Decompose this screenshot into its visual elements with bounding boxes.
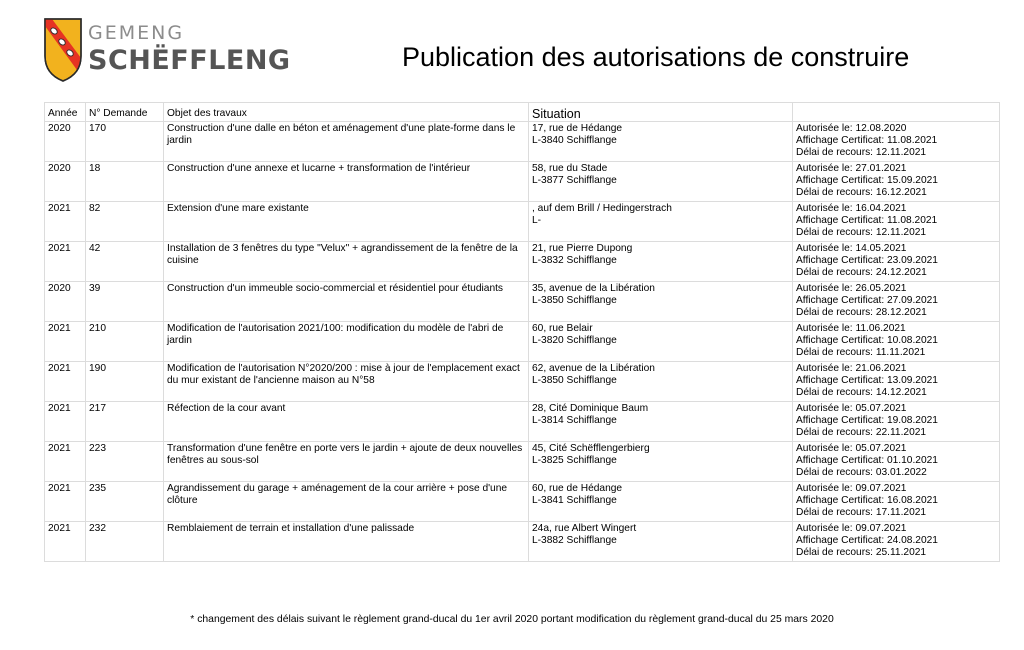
cell-numero: 170 xyxy=(86,122,164,162)
municipality-logo xyxy=(44,18,291,82)
table-row xyxy=(45,522,1000,562)
cell-statut xyxy=(793,442,1000,482)
cell-statut xyxy=(793,282,1000,322)
table-row xyxy=(45,202,1000,242)
column-header-annee: Année xyxy=(45,103,86,122)
cell-numero: 39 xyxy=(86,282,164,322)
cell-numero: 223 xyxy=(86,442,164,482)
table-row xyxy=(45,122,1000,162)
cell-situation xyxy=(529,202,793,242)
status-line: Affichage Certificat: 13.09.2021 xyxy=(796,375,938,386)
cell-statut xyxy=(793,402,1000,442)
cell-numero: 82 xyxy=(86,202,164,242)
status-line: Autorisée le: 14.05.2021 xyxy=(796,243,907,254)
situation-line: L-3882 Schifflange xyxy=(532,535,617,546)
cell-statut xyxy=(793,522,1000,562)
status-line: Délai de recours: 12.11.2021 xyxy=(796,147,927,158)
status-line: Affichage Certificat: 16.08.2021 xyxy=(796,495,938,506)
column-header-numero: N° Demande xyxy=(86,103,164,122)
cell-numero: 217 xyxy=(86,402,164,442)
status-line: Affichage Certificat: 24.08.2021 xyxy=(796,535,938,546)
situation-line: L-3877 Schifflange xyxy=(532,175,617,186)
situation-line: L-3820 Schifflange xyxy=(532,335,617,346)
status-line: Autorisée le: 09.07.2021 xyxy=(796,483,907,494)
cell-annee: 2021 xyxy=(45,442,86,482)
cell-objet: Installation de 3 fenêtres du type "Velux" + agrandissement de la fenêtre de la cuisine xyxy=(164,242,529,282)
cell-objet: Remblaiement de terrain et installation d'une palissade xyxy=(164,522,529,562)
status-line: Affichage Certificat: 19.08.2021 xyxy=(796,415,938,426)
cell-situation xyxy=(529,322,793,362)
situation-line: L- xyxy=(532,215,542,226)
cell-objet: Transformation d'une fenêtre en porte vers le jardin + ajoute de deux nouvelles fenêtres au sous-sol xyxy=(164,442,529,482)
cell-numero: 190 xyxy=(86,362,164,402)
cell-situation xyxy=(529,522,793,562)
status-line: Autorisée le: 12.08.2020 xyxy=(796,123,907,134)
cell-situation xyxy=(529,242,793,282)
situation-line: 35, avenue de la Libération xyxy=(532,283,655,294)
cell-annee: 2021 xyxy=(45,322,86,362)
cell-numero: 18 xyxy=(86,162,164,202)
cell-statut xyxy=(793,202,1000,242)
situation-line: L-3814 Schifflange xyxy=(532,415,617,426)
status-line: Délai de recours: 17.11.2021 xyxy=(796,507,927,518)
situation-line: 58, rue du Stade xyxy=(532,163,608,174)
logo-text-gemeng: GEMENG xyxy=(88,22,185,44)
table-row xyxy=(45,442,1000,482)
status-line: Autorisée le: 09.07.2021 xyxy=(796,523,907,534)
situation-line: , auf dem Brill / Hedingerstrach xyxy=(532,203,672,214)
cell-annee: 2021 xyxy=(45,362,86,402)
column-header-statut xyxy=(793,103,1000,122)
cell-objet: Construction d'un immeuble socio-commercial et résidentiel pour étudiants xyxy=(164,282,529,322)
table-row xyxy=(45,162,1000,202)
cell-situation xyxy=(529,362,793,402)
table-row xyxy=(45,282,1000,322)
cell-numero: 235 xyxy=(86,482,164,522)
cell-annee: 2020 xyxy=(45,162,86,202)
column-header-situation: Situation xyxy=(529,103,793,122)
status-line: Délai de recours: 25.11.2021 xyxy=(796,547,927,558)
cell-numero: 210 xyxy=(86,322,164,362)
cell-annee: 2021 xyxy=(45,522,86,562)
cell-situation xyxy=(529,442,793,482)
status-line: Délai de recours: 22.11.2021 xyxy=(796,427,927,438)
permits-table xyxy=(44,102,1000,562)
situation-line: L-3825 Schifflange xyxy=(532,455,617,466)
situation-line: 45, Cité Schëfflengerbierg xyxy=(532,443,650,454)
status-line: Autorisée le: 21.06.2021 xyxy=(796,363,907,374)
cell-situation xyxy=(529,482,793,522)
cell-objet: Construction d'une annexe et lucarne + transformation de l'intérieur xyxy=(164,162,529,202)
status-line: Délai de recours: 14.12.2021 xyxy=(796,387,927,398)
logo-text-municipality: SCHËFFLENG xyxy=(88,45,291,76)
situation-line: 60, rue Belair xyxy=(532,323,593,334)
cell-statut xyxy=(793,482,1000,522)
situation-line: 28, Cité Dominique Baum xyxy=(532,403,649,414)
status-line: Affichage Certificat: 11.08.2021 xyxy=(796,135,938,146)
footnote: * changement des délais suivant le règlement grand-ducal du 1er avril 2020 portant modification du règlement grand-ducal du 25 mars 2020 xyxy=(190,614,834,625)
cell-statut xyxy=(793,242,1000,282)
cell-statut xyxy=(793,122,1000,162)
status-line: Autorisée le: 11.06.2021 xyxy=(796,323,906,334)
situation-line: 60, rue de Hédange xyxy=(532,483,623,494)
cell-annee: 2020 xyxy=(45,282,86,322)
cell-annee: 2021 xyxy=(45,482,86,522)
situation-line: L-3832 Schifflange xyxy=(532,255,617,266)
status-line: Affichage Certificat: 11.08.2021 xyxy=(796,215,938,226)
cell-statut xyxy=(793,322,1000,362)
table-header-row xyxy=(45,103,1000,122)
status-line: Affichage Certificat: 10.08.2021 xyxy=(796,335,938,346)
cell-statut xyxy=(793,162,1000,202)
situation-line: 17, rue de Hédange xyxy=(532,123,623,134)
status-line: Délai de recours: 24.12.2021 xyxy=(796,267,927,278)
status-line: Autorisée le: 26.05.2021 xyxy=(796,283,907,294)
page-title: Publication des autorisations de construire xyxy=(402,42,910,72)
situation-line: 62, avenue de la Libération xyxy=(532,363,655,374)
cell-numero: 42 xyxy=(86,242,164,282)
table-row xyxy=(45,362,1000,402)
status-line: Affichage Certificat: 01.10.2021 xyxy=(796,455,938,466)
situation-line: 21, rue Pierre Dupong xyxy=(532,243,633,254)
cell-objet: Réfection de la cour avant xyxy=(164,402,529,442)
coat-of-arms-shield-icon xyxy=(44,18,82,82)
status-line: Délai de recours: 03.01.2022 xyxy=(796,467,927,478)
situation-line: L-3850 Schifflange xyxy=(532,295,617,306)
status-line: Autorisée le: 05.07.2021 xyxy=(796,403,907,414)
cell-annee: 2021 xyxy=(45,202,86,242)
cell-annee: 2020 xyxy=(45,122,86,162)
table-row xyxy=(45,322,1000,362)
table-row xyxy=(45,482,1000,522)
cell-annee: 2021 xyxy=(45,242,86,282)
status-line: Affichage Certificat: 27.09.2021 xyxy=(796,295,938,306)
column-header-objet: Objet des travaux xyxy=(164,103,529,122)
cell-objet: Extension d'une mare existante xyxy=(164,202,529,242)
status-line: Délai de recours: 28.12.2021 xyxy=(796,307,927,318)
cell-situation xyxy=(529,122,793,162)
cell-objet: Modification de l'autorisation 2021/100: modification du modèle de l'abri de jardin xyxy=(164,322,529,362)
status-line: Délai de recours: 12.11.2021 xyxy=(796,227,927,238)
cell-annee: 2021 xyxy=(45,402,86,442)
cell-objet: Modification de l'autorisation N°2020/200 : mise à jour de l'emplacement exact du mur existant de l'ancienne maison au N°58 xyxy=(164,362,529,402)
table-row xyxy=(45,242,1000,282)
cell-objet: Construction d'une dalle en béton et aménagement d'une plate-forme dans le jardin xyxy=(164,122,529,162)
cell-numero: 232 xyxy=(86,522,164,562)
table-row xyxy=(45,402,1000,442)
status-line: Délai de recours: 16.12.2021 xyxy=(796,187,927,198)
cell-statut xyxy=(793,362,1000,402)
cell-situation xyxy=(529,162,793,202)
situation-line: 24a, rue Albert Wingert xyxy=(532,523,637,534)
cell-situation xyxy=(529,402,793,442)
status-line: Affichage Certificat: 15.09.2021 xyxy=(796,175,938,186)
cell-objet: Agrandissement du garage + aménagement de la cour arrière + pose d'une clôture xyxy=(164,482,529,522)
situation-line: L-3841 Schifflange xyxy=(532,495,617,506)
status-line: Autorisée le: 16.04.2021 xyxy=(796,203,907,214)
status-line: Affichage Certificat: 23.09.2021 xyxy=(796,255,938,266)
status-line: Autorisée le: 27.01.2021 xyxy=(796,163,907,174)
status-line: Délai de recours: 11.11.2021 xyxy=(796,347,926,358)
situation-line: L-3850 Schifflange xyxy=(532,375,617,386)
cell-situation xyxy=(529,282,793,322)
status-line: Autorisée le: 05.07.2021 xyxy=(796,443,907,454)
situation-line: L-3840 Schifflange xyxy=(532,135,617,146)
